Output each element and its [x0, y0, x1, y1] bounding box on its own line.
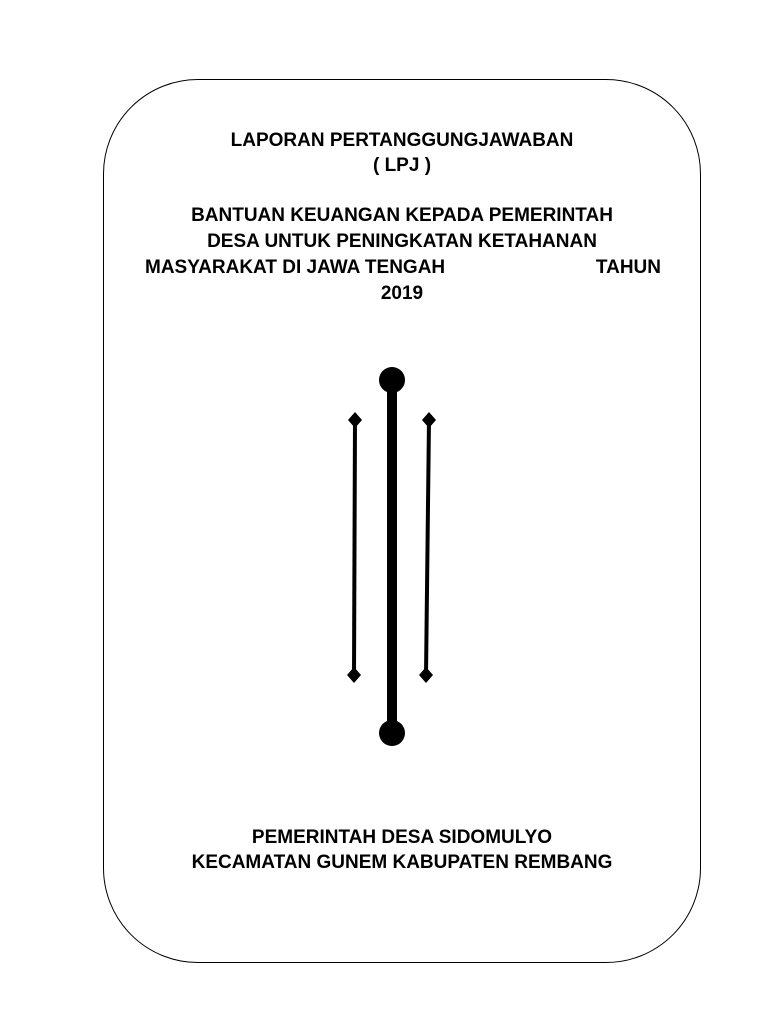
footer-district: KECAMATAN GUNEM KABUPATEN REMBANG — [191, 852, 613, 873]
subtitle-line-1: BANTUAN KEUANGAN KEPADA PEMERINTAH — [191, 205, 613, 226]
subtitle-line-3-left: MASYARAKAT DI JAWA TENGAH — [145, 257, 446, 278]
report-title: LAPORAN PERTANGGUNGJAWABAN — [230, 130, 574, 151]
subtitle-line-3-right: TAHUN — [595, 257, 661, 278]
subtitle-line-3 — [145, 256, 661, 280]
center-bar — [379, 367, 405, 746]
subtitle-year: 2019 — [380, 283, 424, 304]
subtitle-line-2: DESA UNTUK PENINGKATAN KETAHANAN — [207, 231, 597, 252]
left-bar — [347, 412, 362, 683]
footer-village: PEMERINTAH DESA SIDOMULYO — [251, 827, 553, 848]
vertical-bars-ornament-icon — [330, 360, 450, 750]
report-abbreviation: ( LPJ ) — [372, 155, 432, 176]
right-bar — [419, 412, 436, 683]
